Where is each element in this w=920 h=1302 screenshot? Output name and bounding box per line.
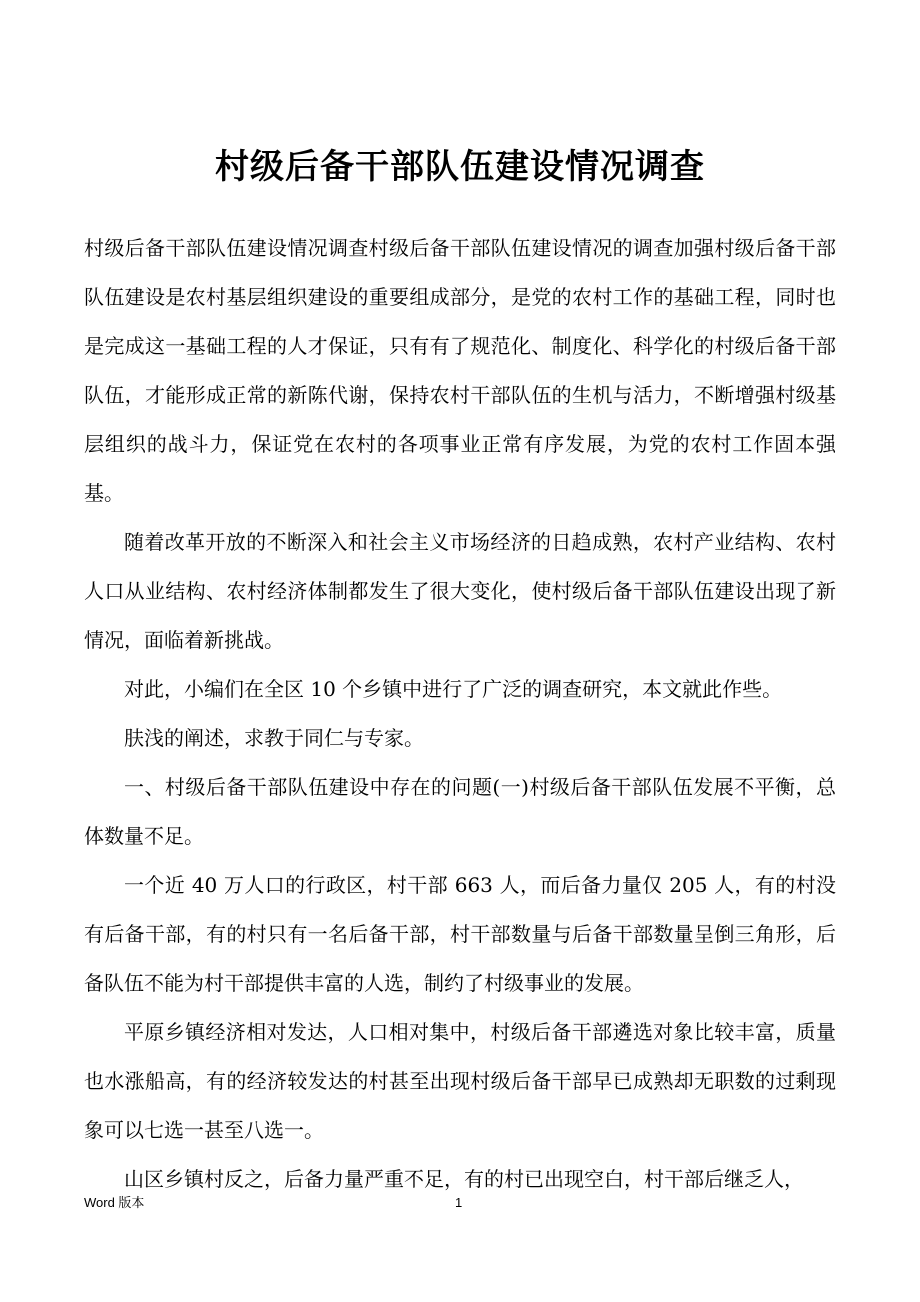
paragraph-6: 一个近 40 万人口的行政区，村干部 663 人，而后备力量仅 205 人，有的村没有后备干部，有的村只有一名后备干部，村干部数量与后备干部数量呈倒三角形，后备队伍不能为村干部提供丰富的人选，制约了村级事业的发展。 <box>84 873 836 995</box>
page-title: 村级后备干部队伍建设情况调查 <box>215 147 705 187</box>
paragraph-7: 平原乡镇经济相对发达，人口相对集中，村级后备干部遴选对象比较丰富，质量也水涨船高，有的经济较发达的村甚至出现村级后备干部早已成熟却无职数的过剩现象可以七选一甚至八选一。 <box>84 1020 836 1142</box>
document-body <box>84 224 836 1204</box>
paragraph-2: 随着改革开放的不断深入和社会主义市场经济的日趋成熟，农村产业结构、农村人口从业结构、农村经济体制都发生了很大变化，使村级后备干部队伍建设出现了新情况，面临着新挑战。 <box>84 530 836 652</box>
paragraph-3: 对此，小编们在全区 10 个乡镇中进行了广泛的调查研究，本文就此作些。 <box>124 677 783 701</box>
paragraph-1: 村级后备干部队伍建设情况调查村级后备干部队伍建设情况的调查加强村级后备干部队伍建设是农村基层组织建设的重要组成部分，是党的农村工作的基础工程，同时也是完成这一基础工程的人才保证，只有有了规范化、制度化、科学化的村级后备干部队伍，才能形成正常的新陈代谢，保持农村干部队伍的生机与活力，不断增强村级基层组织的战斗力，保证党在农村的各项事业正常有序发展，为党的农村工作固本强基。 <box>84 236 836 505</box>
footer-page-number: 1 <box>455 1195 463 1210</box>
paragraph-8: 山区乡镇村反之，后备力量严重不足，有的村已出现空白，村干部后继乏人， <box>124 1167 804 1191</box>
paragraph-5: 一、村级后备干部队伍建设中存在的问题(一)村级后备干部队伍发展不平衡，总体数量不足。 <box>84 775 836 848</box>
paragraph-4: 肤浅的阐述，求教于同仁与专家。 <box>124 726 424 750</box>
footer-version-label: Word 版本 <box>84 1195 145 1210</box>
